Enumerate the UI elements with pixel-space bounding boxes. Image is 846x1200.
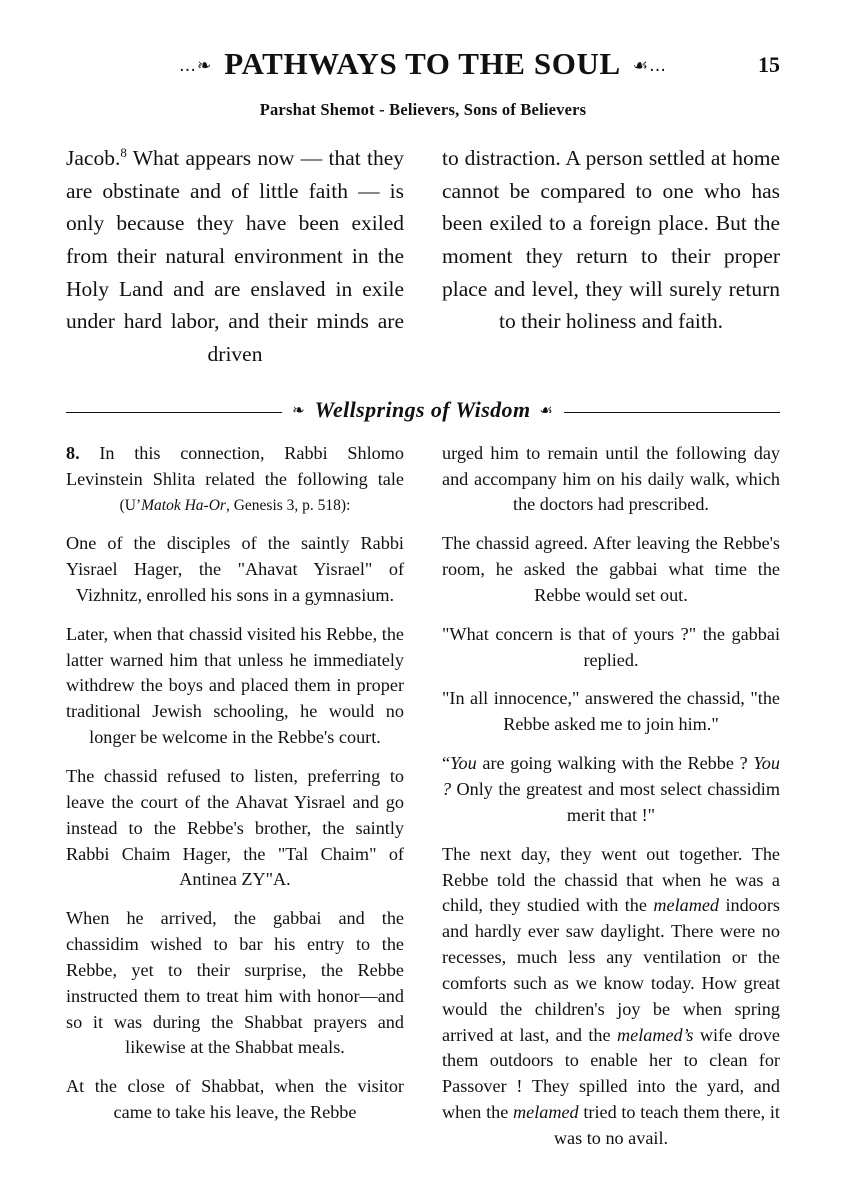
final-text-4: tried to teach them there, it was to no avail. xyxy=(553,1102,780,1148)
commentary-paragraph: "What concern is that of yours ?" the gabbai replied. xyxy=(442,623,780,670)
term-melamed-2: melamed’s xyxy=(616,1024,694,1045)
page-subtitle: Parshat Shemot - Believers, Sons of Believers xyxy=(259,100,587,119)
quote-emphasis-you-2: You ? xyxy=(442,753,780,799)
commentary-quote-paragraph xyxy=(442,751,780,829)
commentary-paragraph: At the close of Shabbat, when the visitor came to take his leave, the Rebbe xyxy=(66,1076,404,1123)
page-masthead xyxy=(66,46,780,90)
footnote-marker-8: 8 xyxy=(120,144,127,160)
flourish-right-icon: ☙ xyxy=(539,400,554,419)
quote-mid-2: Only the greatest and most select chassidim merit that !" xyxy=(451,778,780,825)
body-paragraph-left xyxy=(66,142,404,371)
commentary-paragraph: When he arrived, the gabbai and the chassidim wished to bar his entry to the Rebbe, yet to their surprise, the Rebbe instructed them to treat him with honor—and so it was during the Shabbat prayers and likewise at the Shabbat meals. xyxy=(66,908,404,1058)
commentary-column-right xyxy=(442,441,780,1152)
final-text-3: wife drove them outdoors to enable her to clean for Passover ! They spilled into the yard, and when the xyxy=(442,1024,780,1123)
quote-mid-1: are going walking with the Rebbe ? xyxy=(476,753,754,774)
commentary-paragraph: "In all innocence," answered the chassid, "the Rebbe asked me to join him." xyxy=(442,688,780,735)
section-title: Wellsprings of Wisdom xyxy=(314,396,531,422)
body-column-left xyxy=(66,142,404,371)
note-source-open: (U’ xyxy=(119,497,142,515)
note-source-title: Matok Ha-Or xyxy=(141,497,226,515)
ornament-right-icon: ☙… xyxy=(632,56,667,76)
commentary-paragraph: urged him to remain until the following day and accompany him on his daily walk, which the doctors had prescribed. xyxy=(442,442,780,515)
quote-open: “ xyxy=(442,753,451,774)
commentary-paragraph: The chassid agreed. After leaving the Rebbe's room, he asked the gabbai what time the Rebbe would set out. xyxy=(442,533,780,605)
section-banner xyxy=(66,397,780,427)
commentary-body xyxy=(66,441,780,1152)
commentary-paragraph: Later, when that chassid visited his Rebbe, the latter warned him that unless he immediately withdrew the boys and placed them in proper traditional Jewish schooling, he would no longer be welcome in the Rebbe's court. xyxy=(66,623,404,748)
note-number: 8. xyxy=(66,442,80,463)
commentary-paragraph: One of the disciples of the saintly Rabbi Yisrael Hager, the "Ahavat Yisrael" of Vizhnitz, enrolled his sons in a gymnasium. xyxy=(66,533,404,605)
final-text-2: indoors and hardly ever saw daylight. There were no recesses, much less any ventilation or the comforts such as we know today. How great would the children's joy be when spring arrived at last, and the xyxy=(442,895,781,1045)
note-source-rest: , Genesis 3, p. 518): xyxy=(225,497,351,515)
final-text-1: The next day, they went out together. The Rebbe told the chassid that when he was a child, they studied with the xyxy=(442,843,780,916)
commentary-column-left xyxy=(66,441,404,1152)
page-number: 15 xyxy=(758,52,780,77)
body-column-right xyxy=(442,142,780,371)
body-text-after-footnote: What appears now — that they are obstinate and of little faith — is only because they have been exiled from their natural environment in the Holy Land and are enslaved in exile under hard labor, and their minds are driven xyxy=(66,146,404,367)
term-melamed-1: melamed xyxy=(653,895,720,916)
quote-emphasis-you-1: You xyxy=(450,753,477,774)
term-melamed-3: melamed xyxy=(513,1102,579,1123)
commentary-final-paragraph xyxy=(442,842,780,1152)
flourish-left-icon: ❧ xyxy=(292,400,306,419)
commentary-paragraph: The chassid refused to listen, preferring to leave the court of the Ahavat Yisrael and go instead to the Rebbe's brother, the saintly Rabbi Chaim Hager, the "Tal Chaim" of Antinea ZY"A. xyxy=(66,765,404,890)
commentary-note-8 xyxy=(66,441,404,519)
banner-label-group xyxy=(282,397,564,423)
body-text-before-footnote: Jacob. xyxy=(66,146,121,170)
ornament-left-icon: …❧ xyxy=(179,56,213,76)
note-intro-text: In this connection, Rabbi Shlomo Levinstein Shlita related the following tale xyxy=(66,442,404,489)
body-paragraph-right: to distraction. A person settled at home cannot be compared to one who has been exiled to a foreign place. But the moment they return to their proper place and level, they will surely return to their holiness and faith. xyxy=(442,146,780,334)
book-title: PATHWAYS TO THE SOUL xyxy=(224,46,621,81)
main-body xyxy=(66,142,780,371)
